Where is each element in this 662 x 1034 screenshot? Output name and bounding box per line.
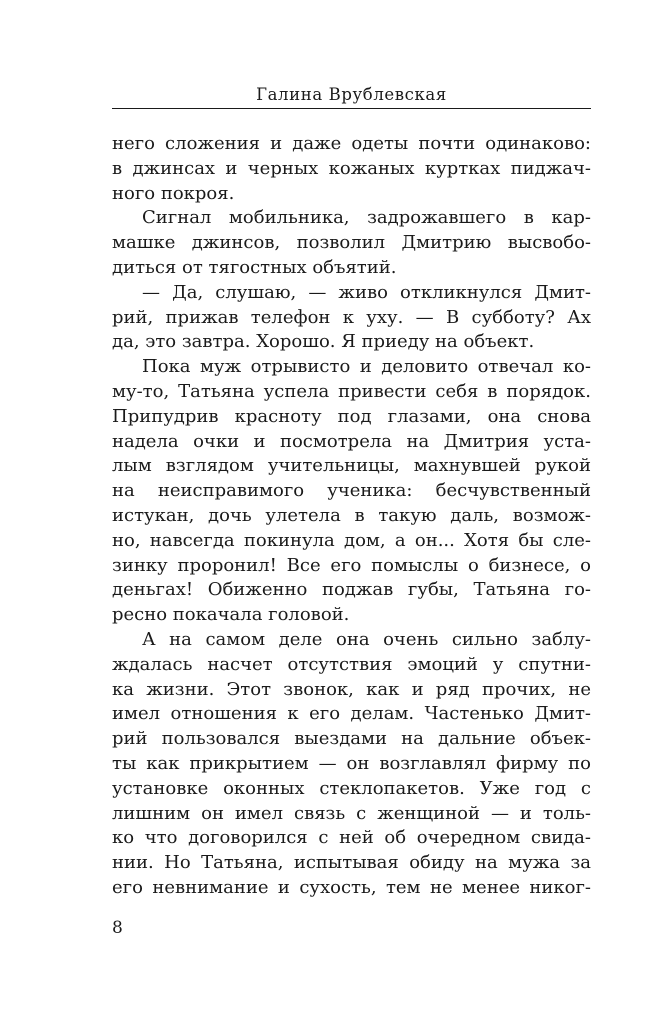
text-line: надела очки и посмотрела на Дмитрия уста-	[112, 430, 591, 452]
text-line: истукан, дочь улетела в такую даль, возмож-	[112, 504, 591, 526]
text-line: него сложения и даже одеты почти одинаково:	[112, 133, 591, 154]
text-line: в джинсах и черных кожаных куртках пиджач-	[112, 157, 591, 179]
page-number: 8	[112, 918, 123, 938]
header-rule	[112, 108, 591, 109]
text-line: му-то, Татьяна успела привести себя в порядок.	[112, 380, 591, 402]
text-line: лым взглядом учительницы, махнувшей рукой	[112, 455, 591, 477]
text-line: ресно покачала головой.	[112, 604, 350, 626]
text-line: ты как прикрытием — он возглавлял фирму по	[112, 752, 591, 774]
text-line: лишним он имел связь с женщиной — и толь-	[112, 802, 591, 824]
text-line: установке оконных стеклопакетов. Уже год с	[112, 777, 591, 799]
text-line: имел отношения к его делам. Частенько Дмит-	[112, 703, 591, 725]
text-line: нии. Но Татьяна, испытывая обиду на мужа за	[112, 852, 591, 874]
text-line: диться от тягостных объятий.	[112, 256, 397, 278]
text-line: машке джинсов, позволил Дмитрию высвобо-	[112, 232, 591, 254]
text-line: ко что договорился с ней об очередном свида-	[112, 827, 591, 849]
text-line: рий, прижав телефон к уху. — В субботу? Ах	[112, 306, 591, 328]
text-line: — Да, слушаю, — живо откликнулся Дмит-	[142, 281, 591, 303]
text-line: рий пользовался выездами на дальние объек-	[112, 728, 591, 750]
text-line: зинку проронил! Все его помыслы о бизнесе, о	[112, 554, 591, 576]
running-title: Галина Врублевская	[256, 85, 447, 104]
text-line: деньгах! Обиженно поджав губы, Татьяна го-	[112, 579, 591, 601]
text-line: но, навсегда покинула дом, а он... Хотя бы сле-	[112, 529, 591, 551]
text-line: ждалась насчет отсутствия эмоций у спутни-	[112, 653, 591, 675]
text-line: на неисправимого ученика: бесчувственный	[112, 480, 591, 502]
text-line: А на самом деле она очень сильно заблу-	[142, 628, 591, 650]
text-line: Пока муж отрывисто и деловито отвечал ко-	[142, 356, 591, 378]
text-line: его невнимание и сухость, тем не менее никог-	[112, 876, 591, 898]
text-line: Припудрив красноту под глазами, она снова	[112, 405, 591, 427]
text-line: ного покроя.	[112, 182, 235, 204]
text-line: да, это завтра. Хорошо. Я приеду на объект.	[112, 331, 535, 353]
text-line: ка жизни. Этот звонок, как и ряд прочих, не	[112, 678, 591, 700]
body-text	[112, 132, 591, 901]
text-line: Сигнал мобильника, задрожавшего в кар-	[142, 207, 591, 229]
